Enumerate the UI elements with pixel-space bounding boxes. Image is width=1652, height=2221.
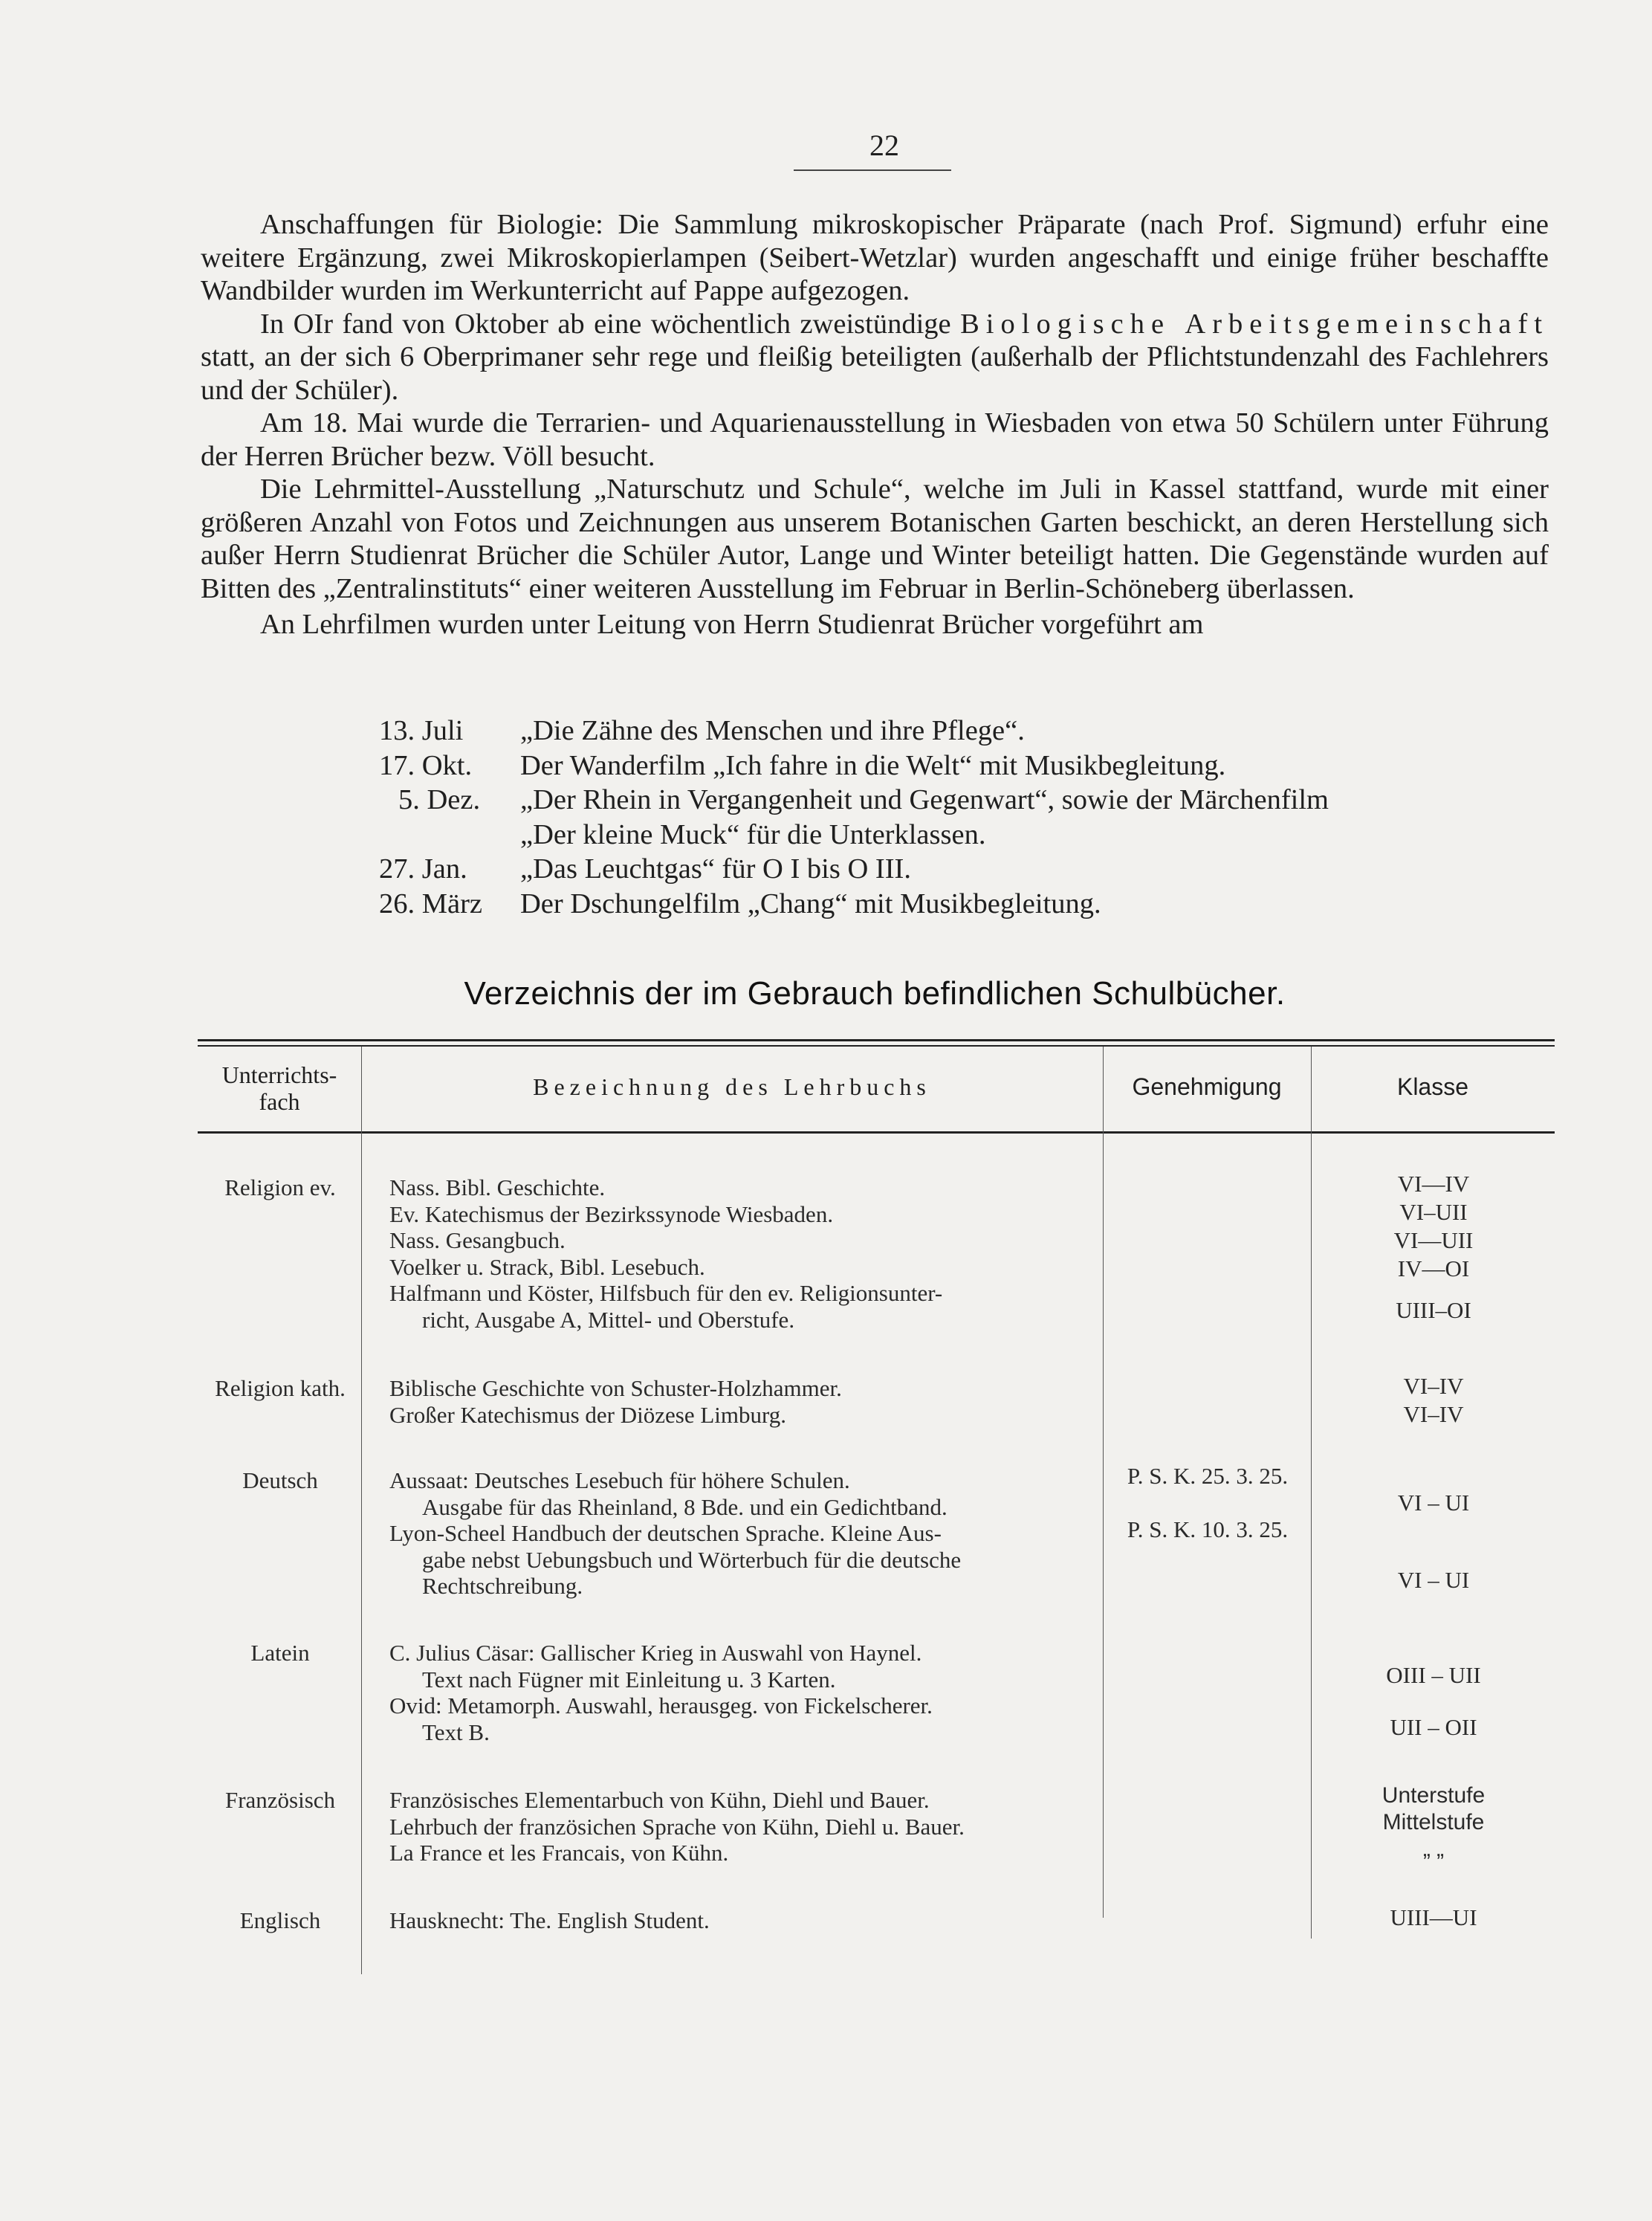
classes-religion-kath — [1312, 1372, 1555, 1429]
paragraph-exhibition-wiesbaden: Am 18. Mai wurde die Terrarien- und Aquarienausstellung in Wiesbaden von etwa 50 Schülern unter Führung der Herren Brücher bezw. Völl besucht. — [201, 407, 1549, 472]
film-entry — [379, 852, 1553, 887]
class-range: VI—UII — [1393, 1227, 1474, 1253]
subject-englisch: Englisch — [239, 1907, 321, 1933]
film-date: 26. März — [379, 888, 482, 919]
header-description: Bezeichnung des Lehrbuchs — [533, 1073, 931, 1100]
book-title: Ovid: Metamorph. Auswahl, herausgeg. von Fickelscherer. — [389, 1693, 933, 1719]
film-entry — [379, 887, 1553, 922]
book-title: Nass. Bibl. Geschichte. — [389, 1174, 606, 1200]
table-header-rule — [198, 1131, 1555, 1134]
body-text — [201, 208, 1549, 641]
classes-religion-ev — [1312, 1170, 1555, 1325]
books-religion-kath — [389, 1375, 1103, 1428]
column-divider — [1103, 1047, 1104, 1918]
class-level-ditto: „ „ — [1422, 1837, 1445, 1861]
subject-religion-ev: Religion ev. — [224, 1174, 336, 1200]
film-title: „Das Leuchtgas“ für O I bis O III. — [520, 853, 911, 885]
book-title-continued: richt, Ausgabe A, Mittel- und Oberstufe. — [422, 1306, 795, 1333]
books-latein — [389, 1640, 1103, 1745]
book-title-continued: Text B. — [422, 1719, 490, 1745]
page-number-rule — [794, 169, 951, 171]
class-latein-1: OIII – UII — [1386, 1662, 1481, 1688]
book-title: Hausknecht: The. English Student. — [389, 1907, 710, 1933]
books-franzoesisch — [389, 1787, 1103, 1866]
film-date: 17. Okt. — [379, 749, 473, 781]
books-religion-ev — [389, 1174, 1103, 1333]
subject-franzoesisch: Französisch — [224, 1787, 336, 1813]
table-top-rule — [198, 1039, 1555, 1041]
book-title-continued: Rechtschreibung. — [422, 1573, 583, 1599]
subject-latein: Latein — [250, 1640, 310, 1666]
header-subject-line2: fach — [259, 1088, 300, 1115]
header-approval: Genehmigung — [1132, 1073, 1282, 1100]
header-subject-line1: Unterrichts- — [221, 1061, 337, 1088]
film-title: „Der Rhein in Vergangenheit und Gegenwart“, sowie der Märchenfilm — [520, 784, 1329, 815]
film-title-continued: „Der kleine Muck“ für die Unterklassen. — [520, 818, 986, 850]
books-deutsch — [389, 1467, 1103, 1600]
film-date: 5. Dez. — [398, 784, 481, 815]
table-top-rule-inner — [198, 1045, 1555, 1047]
books-englisch — [389, 1907, 1103, 1934]
book-title-continued: Ausgabe für das Rheinland, 8 Bde. und ein Gedichtband. — [422, 1493, 948, 1520]
book-title: La France et les Francais, von Kühn. — [389, 1840, 729, 1866]
paragraph-films-intro: An Lehrfilmen wurden unter Leitung von Herrn Studienrat Brücher vorgeführt am — [260, 609, 1204, 640]
page-number: 22 — [869, 129, 899, 162]
class-range: UIII–OI — [1396, 1297, 1471, 1323]
book-title: Aussaat: Deutsches Lesebuch für höhere Schulen. — [389, 1467, 850, 1493]
book-title: Nass. Gesangbuch. — [389, 1227, 566, 1253]
film-entry — [379, 749, 1553, 783]
book-title: Lehrbuch der französichen Sprache von Kühn, Diehl u. Bauer. — [389, 1813, 965, 1840]
book-title: Halfmann und Köster, Hilfsbuch für den ev. Religionsunter- — [389, 1280, 943, 1306]
film-entry — [379, 783, 1553, 852]
class-range: IV—OI — [1397, 1255, 1470, 1281]
class-level: Unterstufe — [1381, 1783, 1486, 1808]
class-englisch: UIII—UI — [1390, 1904, 1477, 1930]
classes-franzoesisch — [1312, 1782, 1555, 1863]
film-entry — [379, 714, 1553, 749]
working-group-intro: In OIr fand von Oktober ab eine wöchentlich zweistündige — [260, 308, 951, 340]
class-latein-2: UII – OII — [1390, 1714, 1477, 1740]
subject-religion-kath: Religion kath. — [215, 1375, 346, 1401]
book-title: Großer Katechismus der Diözese Limburg. — [389, 1401, 787, 1428]
approval-deutsch-1: P. S. K. 25. 3. 25. — [1127, 1463, 1289, 1489]
column-divider — [1311, 1047, 1312, 1939]
paragraph-biology-purchases: Anschaffungen für Biologie: Die Sammlung mikroskopischer Präparate (nach Prof. Sigmund) erfuhr eine weitere Ergänzung, zwei Mikroskopierlampen (Seibert-Wetzlar) wurden angeschafft und einige früher beschaffte Wandbilder wurden im Werkunterricht auf Pappe aufgezogen. — [201, 209, 1549, 306]
class-range: VI–IV — [1403, 1373, 1464, 1399]
subject-deutsch: Deutsch — [242, 1467, 318, 1493]
paragraph-working-group — [201, 308, 1549, 407]
working-group-name: Biologische Arbeitsgemeinschaft — [960, 308, 1549, 340]
class-deutsch-1: VI – UI — [1397, 1490, 1470, 1516]
class-range: VI–UII — [1399, 1199, 1468, 1225]
book-title: Biblische Geschichte von Schuster-Holzhammer. — [389, 1375, 842, 1401]
book-title: Voelker u. Strack, Bibl. Lesebuch. — [389, 1253, 705, 1280]
class-deutsch-2: VI – UI — [1397, 1567, 1470, 1593]
book-title-continued: gabe nebst Uebungsbuch und Wörterbuch für die deutsche — [422, 1546, 962, 1573]
book-title: Französisches Elementarbuch von Kühn, Diehl und Bauer. — [389, 1787, 930, 1813]
class-range: VI—IV — [1397, 1171, 1470, 1197]
film-date: 27. Jan. — [379, 853, 467, 885]
film-title: Der Dschungelfilm „Chang“ mit Musikbegleitung. — [520, 888, 1101, 919]
class-range: VI–IV — [1403, 1401, 1464, 1427]
film-title: Der Wanderfilm „Ich fahre in die Welt“ mit Musikbegleitung. — [520, 749, 1226, 781]
class-level: Mittelstufe — [1382, 1810, 1485, 1834]
header-class: Klasse — [1396, 1073, 1469, 1100]
film-date: 13. Juli — [379, 715, 464, 746]
book-title: Ev. Katechismus der Bezirkssynode Wiesbaden. — [389, 1200, 834, 1227]
book-title-continued: Text nach Fügner mit Einleitung u. 3 Karten. — [422, 1666, 836, 1693]
header-subject — [198, 1061, 361, 1115]
approval-deutsch-2: P. S. K. 10. 3. 25. — [1127, 1516, 1289, 1542]
paragraph-exhibition-kassel: Die Lehrmittel-Ausstellung „Naturschutz und Schule“, welche im Juli in Kassel stattfand, wurde mit einer größeren Anzahl von Fotos und Zeichnungen aus unserem Botanischen Garten beschickt, an deren Herstellung sich außer Herrn Studienrat Brücher die Schüler Autor, Lange und Winter beteiligt hatten. Die Gegenstände wurden auf Bitten des „Zentralinstituts“ einer weiteren Ausstellung im Februar in Berlin-Schöneberg überlassen. — [201, 473, 1549, 604]
book-title: Lyon-Scheel Handbuch der deutschen Sprache. Kleine Aus- — [389, 1520, 942, 1546]
film-title: „Die Zähne des Menschen und ihre Pflege“. — [520, 715, 1025, 746]
working-group-details: statt, an der sich 6 Oberprimaner sehr rege und fleißig beteiligten (außerhalb der Pflichtstundenzahl des Fachlehrers und der Schüler). — [201, 341, 1549, 406]
table-heading: Verzeichnis der im Gebrauch befindlichen Schulbücher. — [464, 975, 1286, 1012]
film-list — [379, 714, 1553, 921]
book-title: C. Julius Cäsar: Gallischer Krieg in Auswahl von Haynel. — [389, 1640, 922, 1666]
